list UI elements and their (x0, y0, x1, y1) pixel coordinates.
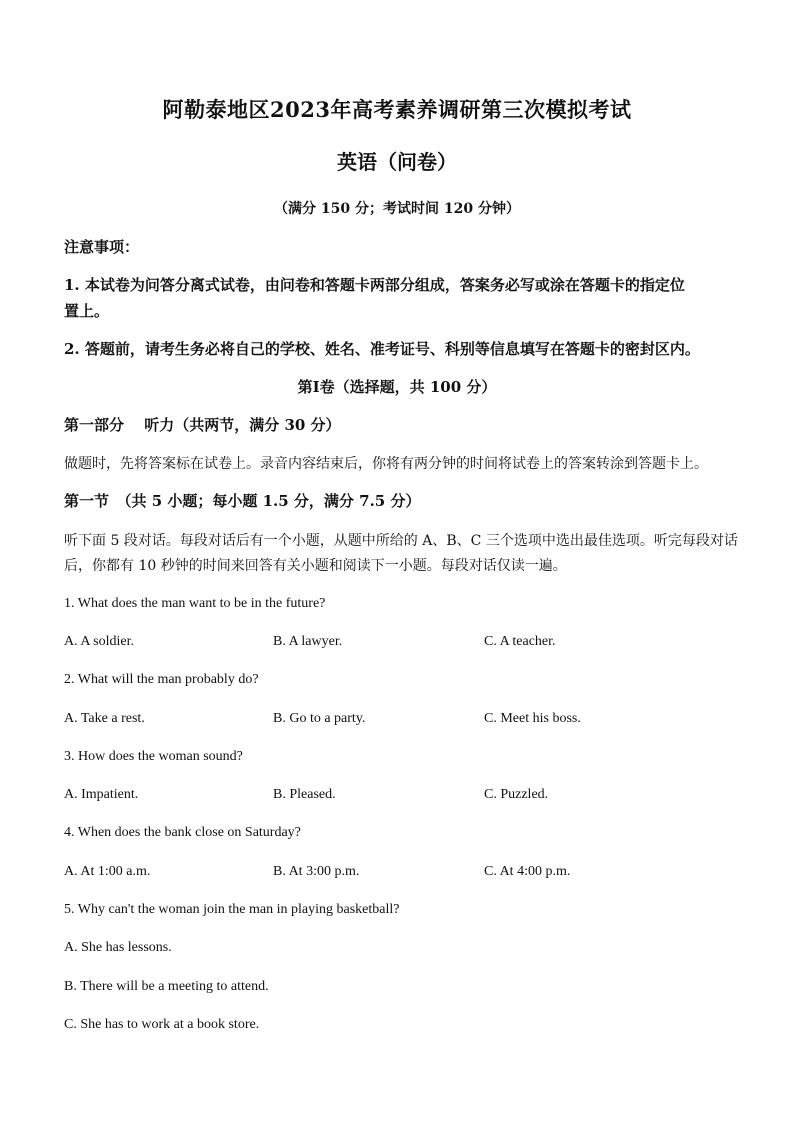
question-2-stem: 2. What will the man probably do? (64, 672, 259, 687)
notice-heading: 注意事项： (64, 238, 140, 256)
question-3-option-c: C. Puzzled. (484, 787, 549, 802)
question-5-option-b: B. There will be a meeting to attend. (64, 979, 269, 994)
question-3-stem: 3. How does the woman sound? (64, 749, 243, 764)
question-2-option-b: B. Go to a party. (273, 711, 366, 726)
score-note: （满分 150 分；考试时间 120 分钟） (274, 201, 520, 217)
question-2-option-a: A. Take a rest. (64, 711, 145, 726)
question-1-option-a: A. A soldier. (64, 634, 135, 649)
volume-heading: 第Ⅰ卷（选择题，共 100 分） (297, 378, 497, 396)
question-1-option-c: C. A teacher. (484, 634, 556, 649)
question-1-option-b: B. A lawyer. (273, 634, 343, 649)
exam-subtitle: 英语（问卷） (337, 150, 457, 174)
question-4-option-c: C. At 4:00 p.m. (484, 864, 571, 879)
question-5-stem: 5. Why can't the woman join the man in playing basketball? (64, 902, 400, 917)
question-1-stem: 1. What does the man want to be in the future? (64, 596, 326, 611)
section1-intro-line-1: 听下面 5 段对话。每段对话后有一个小题，从题中所给的 A、B、C 三个选项中选出最佳选项。听完每段对话 (64, 533, 738, 549)
exam-title: 阿勒泰地区2023年高考素养调研第三次模拟考试 (162, 97, 632, 122)
question-5-option-a: A. She has lessons. (64, 940, 172, 955)
part1-instruction: 做题时，先将答案标在试卷上。录音内容结束后，你将有两分钟的时间将试卷上的答案转涂到答题卡上。 (64, 456, 708, 472)
section1-intro-line-2: 后，你都有 10 秒钟的时间来回答有关小题和阅读下一小题。每段对话仅读一遍。 (64, 558, 567, 574)
notice-item-1-line-2: 置上。 (64, 302, 110, 320)
question-2-option-c: C. Meet his boss. (484, 711, 581, 726)
section1-heading: 第一节 （共 5 小题；每小题 1.5 分，满分 7.5 分） (64, 492, 421, 510)
question-4-option-a: A. At 1:00 a.m. (64, 864, 151, 879)
notice-item-2: 2. 答题前，请考生务必将自己的学校、姓名、准考证号、科别等信息填写在答题卡的密封区内。 (64, 340, 700, 358)
part1-heading: 第一部分 听力（共两节，满分 30 分） (64, 416, 341, 434)
question-3-option-a: A. Impatient. (64, 787, 139, 802)
question-3-option-b: B. Pleased. (273, 787, 336, 802)
question-4-stem: 4. When does the bank close on Saturday? (64, 825, 301, 840)
notice-item-1-line-1: 1. 本试卷为问答分离式试卷，由问卷和答题卡两部分组成，答案务必写或涂在答题卡的指定位 (64, 276, 685, 294)
question-4-option-b: B. At 3:00 p.m. (273, 864, 360, 879)
question-5-option-c: C. She has to work at a book store. (64, 1017, 260, 1032)
